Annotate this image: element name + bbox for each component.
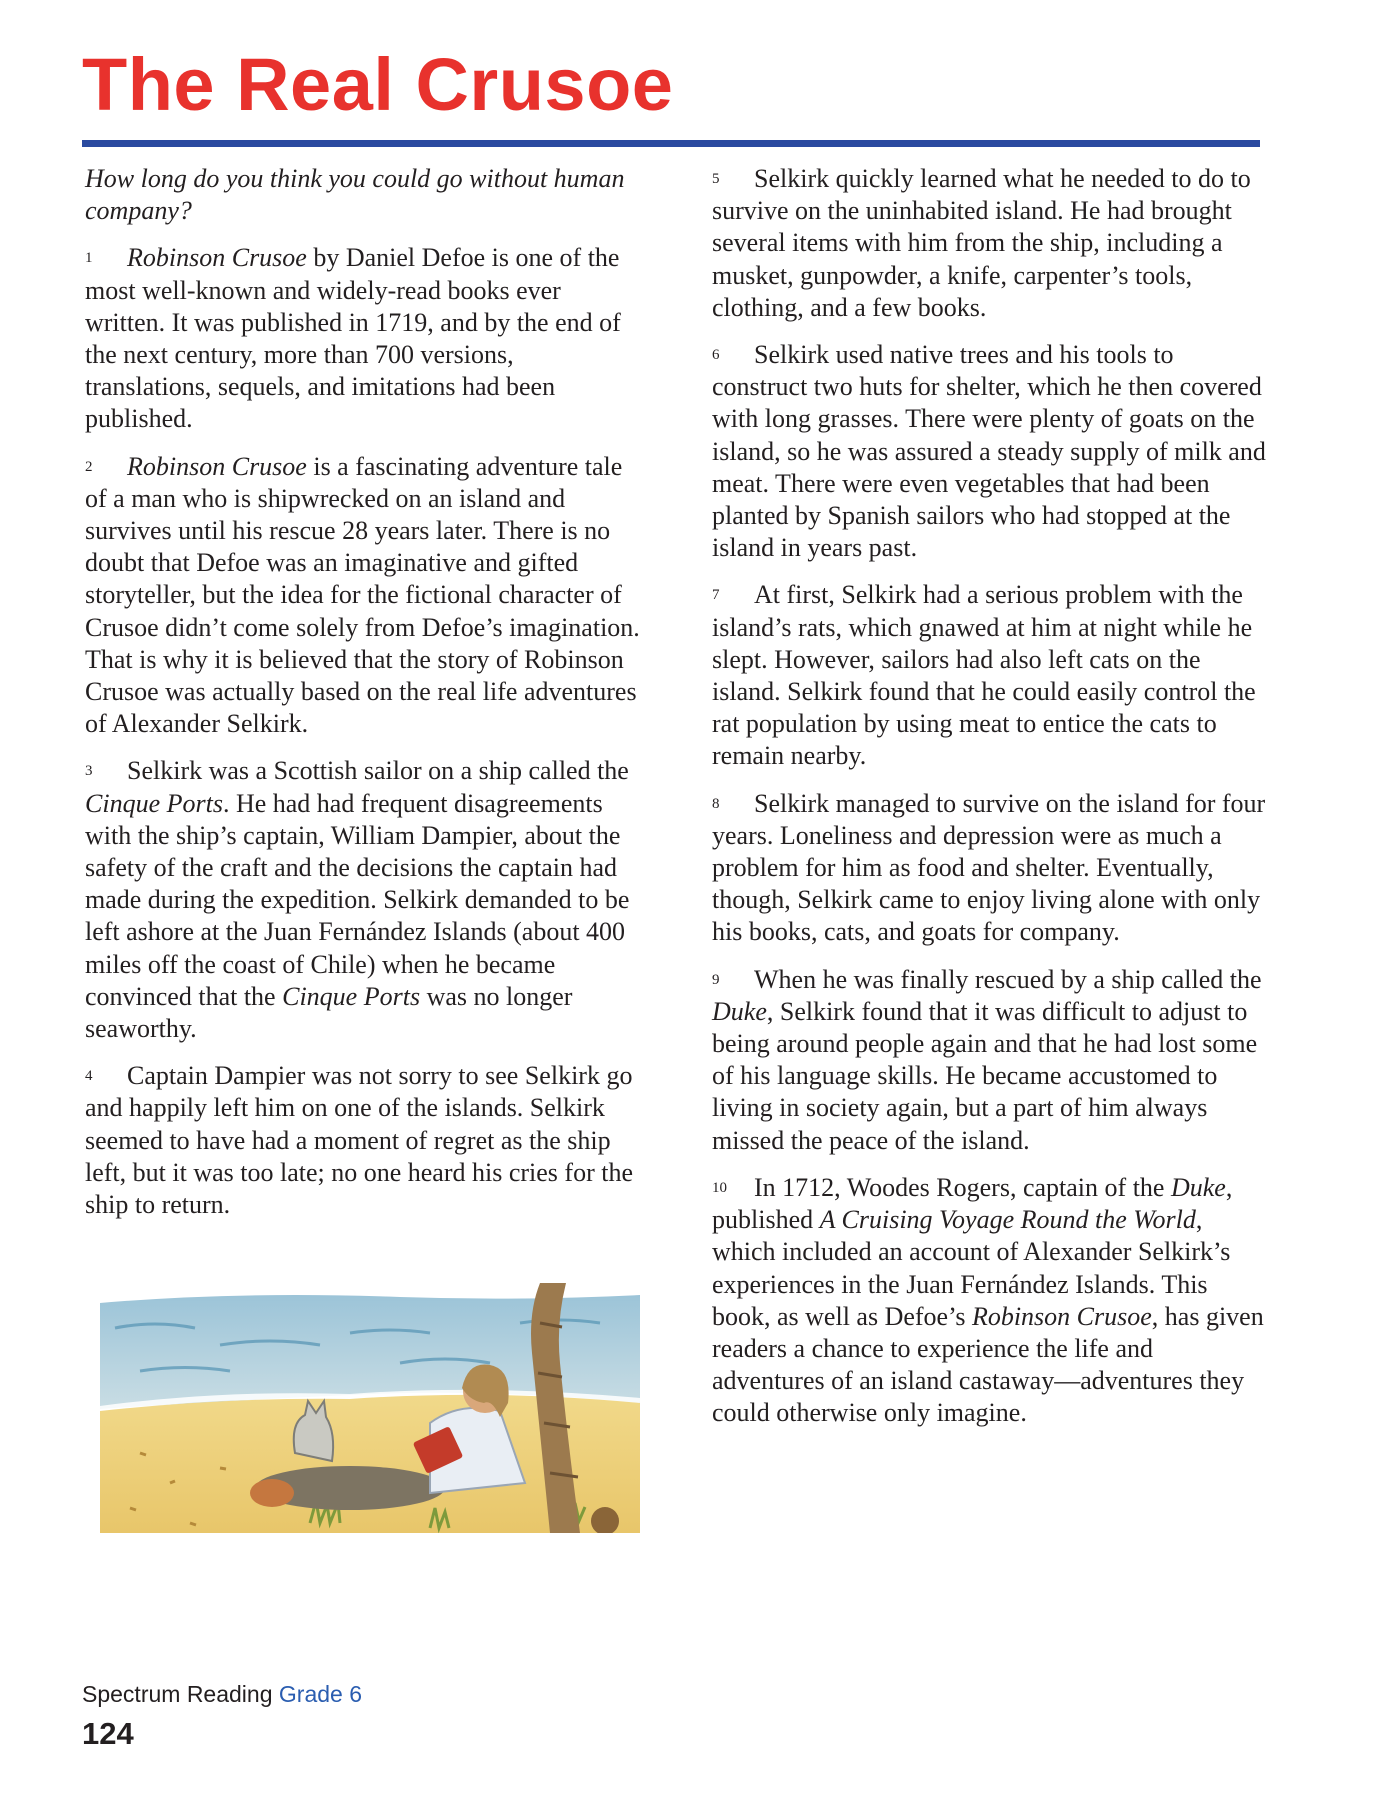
paragraph-text: , which included an account of Alexander Selkirk’s experiences in the Juan Fernández Islands. This book, as well as Defoe’s <box>712 1205 1231 1331</box>
right-column <box>712 163 1268 1445</box>
book-title: A Cruising Voyage Round the World <box>819 1205 1196 1235</box>
paragraph-5 <box>712 163 1268 324</box>
paragraph-10 <box>712 1172 1268 1430</box>
paragraph-text: is a fascinating adventure tale of a man who is shipwrecked on an island and survives until his rescue 28 years later. There is no doubt that Defoe was an imaginative and gifted storyteller, but the idea for the fictional character of Crusoe didn’t come solely from Defoe’s imagination. That is why it is believed that the story of Robinson Crusoe was actually based on the real life adventures of Alexander Selkirk. <box>85 451 640 739</box>
paragraph-number: 3 <box>85 763 93 780</box>
paragraph-number: 7 <box>712 587 720 604</box>
paragraph-text: . He had had frequent disagreements with the ship’s captain, William Dampier, about the safety of the craft and the decisions the captain had made during the expedition. Selkirk demanded to be left ashore at the Juan Fernández Islands (about 400 miles off the coast of Chile) when he became convinced that the <box>85 788 630 1011</box>
man-boots <box>250 1479 294 1507</box>
title-rule <box>82 140 1260 147</box>
paragraph-8 <box>712 788 1268 949</box>
paragraph-number: 1 <box>85 250 93 267</box>
castaway-illustration <box>100 1283 640 1533</box>
paragraph-text: Selkirk managed to survive on the island for four years. Loneliness and depression were as much a problem for him as food and shelter. Eventually, though, Selkirk came to enjoy living alone with only his books, cats, and goats for company. <box>712 788 1266 947</box>
paragraph-9 <box>712 964 1268 1157</box>
paragraph-number: 2 <box>85 458 93 475</box>
paragraph-text: Selkirk used native trees and his tools to construct two huts for shelter, which he then covered with long grasses. There were plenty of goats on the island, so he was assured a steady supply of milk and meat. There were even vegetables that had been planted by Spanish sailors who had stopped at the island in years past. <box>712 340 1266 563</box>
paragraph-number: 4 <box>85 1068 93 1085</box>
intro-question: How long do you think you could go without human company? <box>85 164 625 226</box>
paragraph-1 <box>85 242 645 435</box>
paragraph-text: When he was finally rescued by a ship called the <box>754 964 1262 994</box>
paragraph-7 <box>712 579 1268 772</box>
paragraph-6 <box>712 339 1268 564</box>
paragraph-4 <box>85 1060 645 1221</box>
paragraph-number: 8 <box>712 795 720 812</box>
book-title: Robinson Crusoe <box>971 1301 1152 1331</box>
paragraph-number: 10 <box>712 1179 727 1196</box>
book-title: Robinson Crusoe <box>127 451 307 481</box>
paragraph-3 <box>85 755 645 1045</box>
paragraph-2 <box>85 451 645 741</box>
footer-series <box>82 1681 362 1708</box>
ship-name: Duke <box>712 996 767 1026</box>
paragraph-text: , Selkirk found that it was difficult to adjust to being around people again and that he had lost some of his language skills. He became accustomed to living in society again, but a part of him always missed the peace of the island. <box>712 996 1258 1155</box>
page-number: 124 <box>82 1716 134 1751</box>
paragraph-text: by Daniel Defoe is one of the most well-known and widely-read books ever written. It was published in 1719, and by the end of the next century, more than 700 versions, translations, sequels, and imitations had been published. <box>85 243 621 434</box>
series-name: Spectrum Reading <box>82 1681 279 1707</box>
ship-name: Duke <box>1170 1172 1226 1202</box>
paragraph-number: 5 <box>712 171 720 187</box>
paragraph-number: 9 <box>712 971 720 988</box>
left-column <box>85 163 645 1236</box>
paragraph-number: 6 <box>712 347 720 364</box>
page-title: The Real Crusoe <box>82 43 674 126</box>
ship-name: Cinque Ports <box>85 788 223 818</box>
book-title: Robinson Crusoe <box>127 243 307 273</box>
ship-name: Cinque Ports <box>282 981 421 1011</box>
paragraph-text: was no longer seaworthy. <box>85 981 573 1044</box>
grade-label: Grade 6 <box>278 1681 362 1707</box>
paragraph-text: Captain Dampier was not sorry to see Selkirk go and happily left him on one of the islands. Selkirk seemed to have had a moment of regret as the ship left, but it was too late; no one heard his cries for the ship to return. <box>85 1061 634 1220</box>
paragraph-text: At first, Selkirk had a serious problem with the island’s rats, which gnawed at him at night while he slept. However, sailors had also left cats on the island. Selkirk found that he could easily control the rat population by using meat to entice the cats to remain nearby. <box>712 580 1256 771</box>
paragraph-text: , has given readers a chance to experience the life and adventures of an island castaway—adventures they could otherwise only imagine. <box>712 1301 1264 1428</box>
paragraph-text: Selkirk was a Scottish sailor on a ship called the <box>127 756 629 786</box>
paragraph-text: Selkirk quickly learned what he needed to do to survive on the uninhabited island. He had brought several items with him from the ship, including a musket, gunpowder, a knife, carpenter’s tools, clothing, and a few books. <box>712 164 1251 322</box>
paragraph-text: , published <box>712 1172 1233 1235</box>
paragraph-text: In 1712, Woodes Rogers, captain of the <box>754 1172 1171 1202</box>
